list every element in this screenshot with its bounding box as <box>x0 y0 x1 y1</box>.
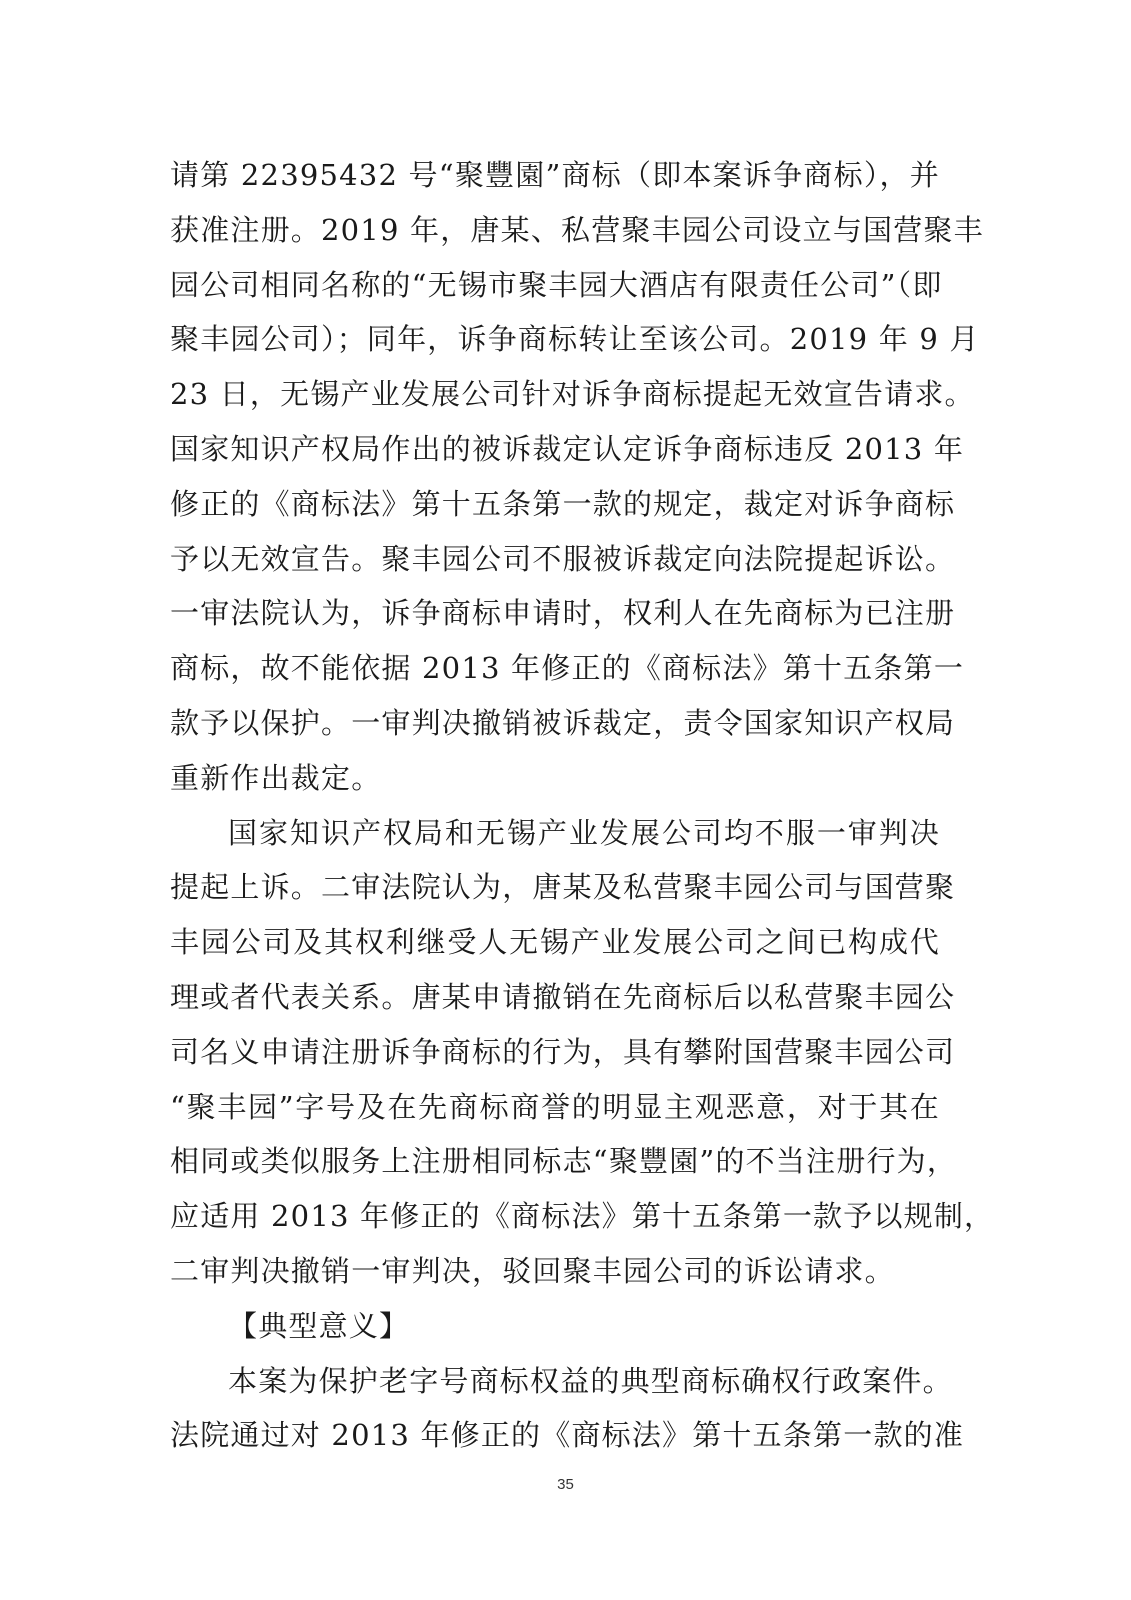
text-line: 商标，故不能依据 2013 年修正的《商标法》第十五条第一 <box>170 651 965 686</box>
text-line: 园公司相同名称的“无锡市聚丰园大酒店有限责任公司”（即 <box>170 267 943 302</box>
text-line: 二审判决撤销一审判决，驳回聚丰园公司的诉讼请求。 <box>170 1253 895 1288</box>
text-line: 理或者代表关系。唐某申请撤销在先商标后以私营聚丰园公 <box>170 979 956 1014</box>
text-line: 应适用 2013 年修正的《商标法》第十五条第一款予以规制， <box>170 1199 995 1234</box>
text-line: 聚丰园公司）；同年，诉争商标转让至该公司。2019 年 9 月 <box>170 322 980 357</box>
text-line: 请第 22395432 号“聚豐園”商标（即本案诉争商标），并 <box>170 158 940 192</box>
text-line: 相同或类似服务上注册相同标志“聚豐園”的不当注册行为， <box>170 1144 958 1179</box>
text-line: 国家知识产权局和无锡产业发展公司均不服一审判决 <box>228 815 940 850</box>
section-heading: 【典型意义】 <box>228 1308 410 1343</box>
text-line: 法院通过对 2013 年修正的《商标法》第十五条第一款的准 <box>170 1418 965 1453</box>
text-line: 一审法院认为，诉争商标申请时，权利人在先商标为已注册 <box>170 596 956 631</box>
text-line: 本案为保护老字号商标权益的典型商标确权行政案件。 <box>228 1363 953 1398</box>
body-text <box>170 148 995 1463</box>
text-line: 23 日，无锡产业发展公司针对诉争商标提起无效宣告请求。 <box>170 377 975 412</box>
text-line: 获准注册。2019 年，唐某、私营聚丰园公司设立与国营聚丰 <box>170 212 984 247</box>
text-line: 修正的《商标法》第十五条第一款的规定，裁定对诉争商标 <box>170 486 956 521</box>
text-line: 司名义申请注册诉争商标的行为，具有攀附国营聚丰园公司 <box>170 1034 956 1069</box>
text-line: “聚丰园”字号及在先商标商誉的明显主观恶意，对于其在 <box>170 1089 940 1124</box>
text-line: 重新作出裁定。 <box>170 760 382 795</box>
text-line: 提起上诉。二审法院认为，唐某及私营聚丰园公司与国营聚 <box>170 870 956 905</box>
text-line: 款予以保护。一审判决撤销被诉裁定，责令国家知识产权局 <box>170 705 956 740</box>
text-line: 丰园公司及其权利继受人无锡产业发展公司之间已构成代 <box>170 925 940 960</box>
text-line: 予以无效宣告。聚丰园公司不服被诉裁定向法院提起诉讼。 <box>170 541 956 576</box>
text-line: 国家知识产权局作出的被诉裁定认定诉争商标违反 2013 年 <box>170 431 965 466</box>
page-number: 35 <box>557 1476 574 1493</box>
